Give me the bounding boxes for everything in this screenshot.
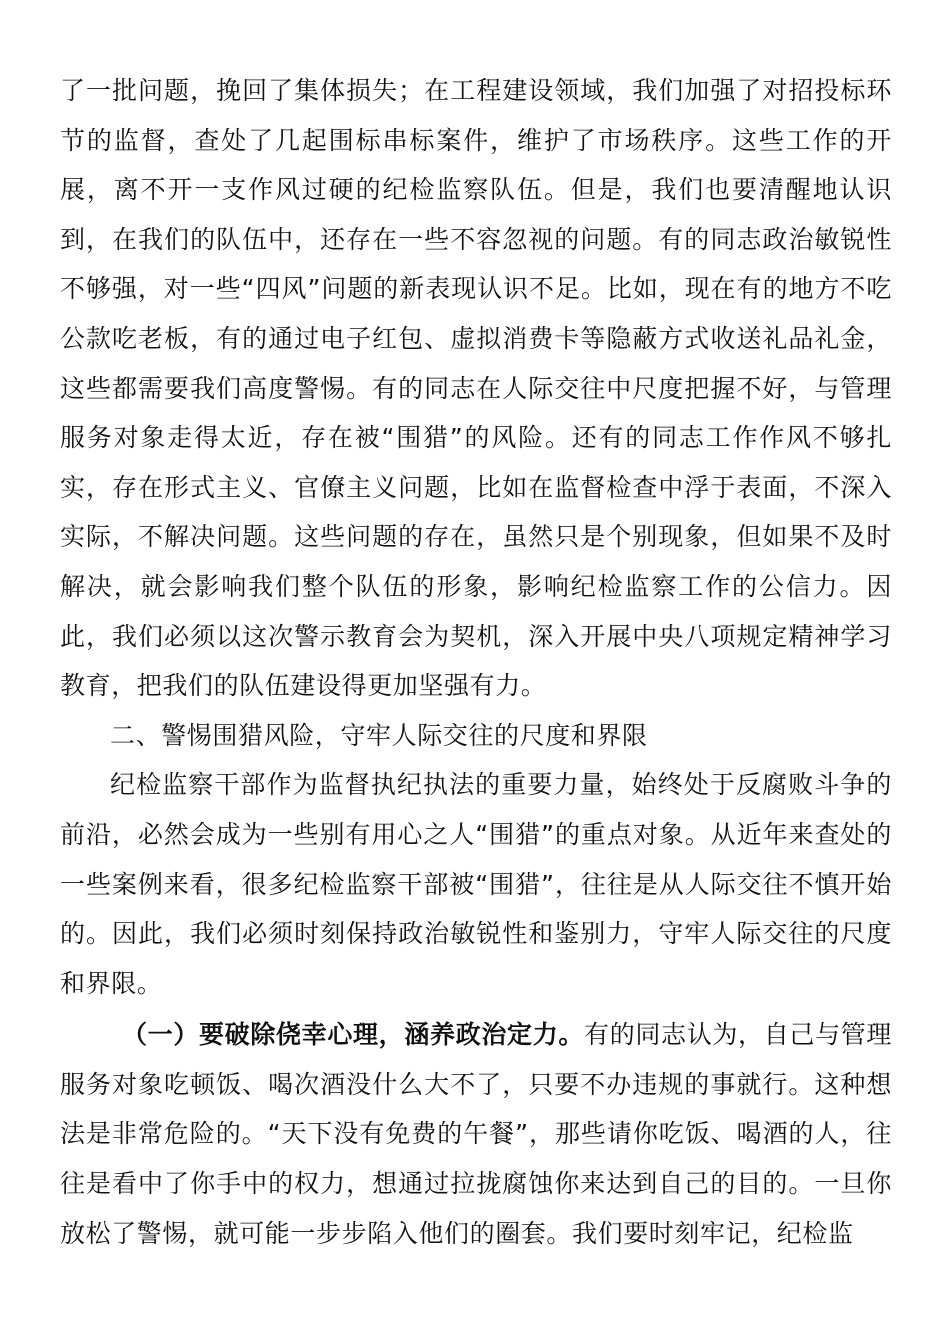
section-heading: 二、警惕围猎风险，守牢人际交往的尺度和界限	[110, 720, 648, 750]
document-body	[60, 66, 892, 1258]
body-paragraph: 了一批问题，挽回了集体损失；在工程建设领域，我们加强了对招投标环节的监督，查处了几起围标串标案件，维护了市场秩序。这些工作的开展，离不开一支作风过硬的纪检监察队伍。但是，我们也要清醒地认识到，在我们的队伍中，还存在一些不容忽视的问题。有的同志政治敏锐性不够强，对一些“四风”问题的新表现认识不足。比如，现在有的地方不吃公款吃老板，有的通过电子红包、虚拟消费卡等隐蔽方式收送礼品礼金，这些都需要我们高度警惕。有的同志在人际交往中尺度把握不好，与管理服务对象走得太近，存在被“围猎”的风险。还有的同志工作作风不够扎实，存在形式主义、官僚主义问题，比如在监督检查中浮于表面，不深入实际，不解决问题。这些问题的存在，虽然只是个别现象，但如果不及时解决，就会影响我们整个队伍的形象，影响纪检监察工作的公信力。因此，我们必须以这次警示教育会为契机，深入开展中央八项规定精神学习教育，把我们的队伍建设得更加坚强有力。	[60, 76, 892, 701]
subsection-text: 有的同志认为，自己与管理服务对象吃顿饭、喝次酒没什么大不了，只要不办违规的事就行。这种想法是非常危险的。“天下没有免费的午餐”，那些请你吃饭、喝酒的人，往往是看中了你手中的权力，想通过拉拢腐蚀你来达到自己的目的。一旦你放松了警惕，就可能一步步陷入他们的圈套。我们要时刻牢记，纪检监	[60, 1020, 893, 1248]
subsection-heading: （一）要破除侥幸心理，涵养政治定力。	[122, 1020, 585, 1050]
body-paragraph: 纪检监察干部作为监督执纪执法的重要力量，始终处于反腐败斗争的前沿，必然会成为一些别有用心之人“围猎”的重点对象。从近年来查处的一些案例来看，很多纪检监察干部被“围猎”，往往是从人际交往不慎开始的。因此，我们必须时刻保持政治敏锐性和鉴别力，守牢人际交往的尺度和界限。	[60, 770, 892, 998]
subsection-paragraph	[60, 1010, 892, 1258]
